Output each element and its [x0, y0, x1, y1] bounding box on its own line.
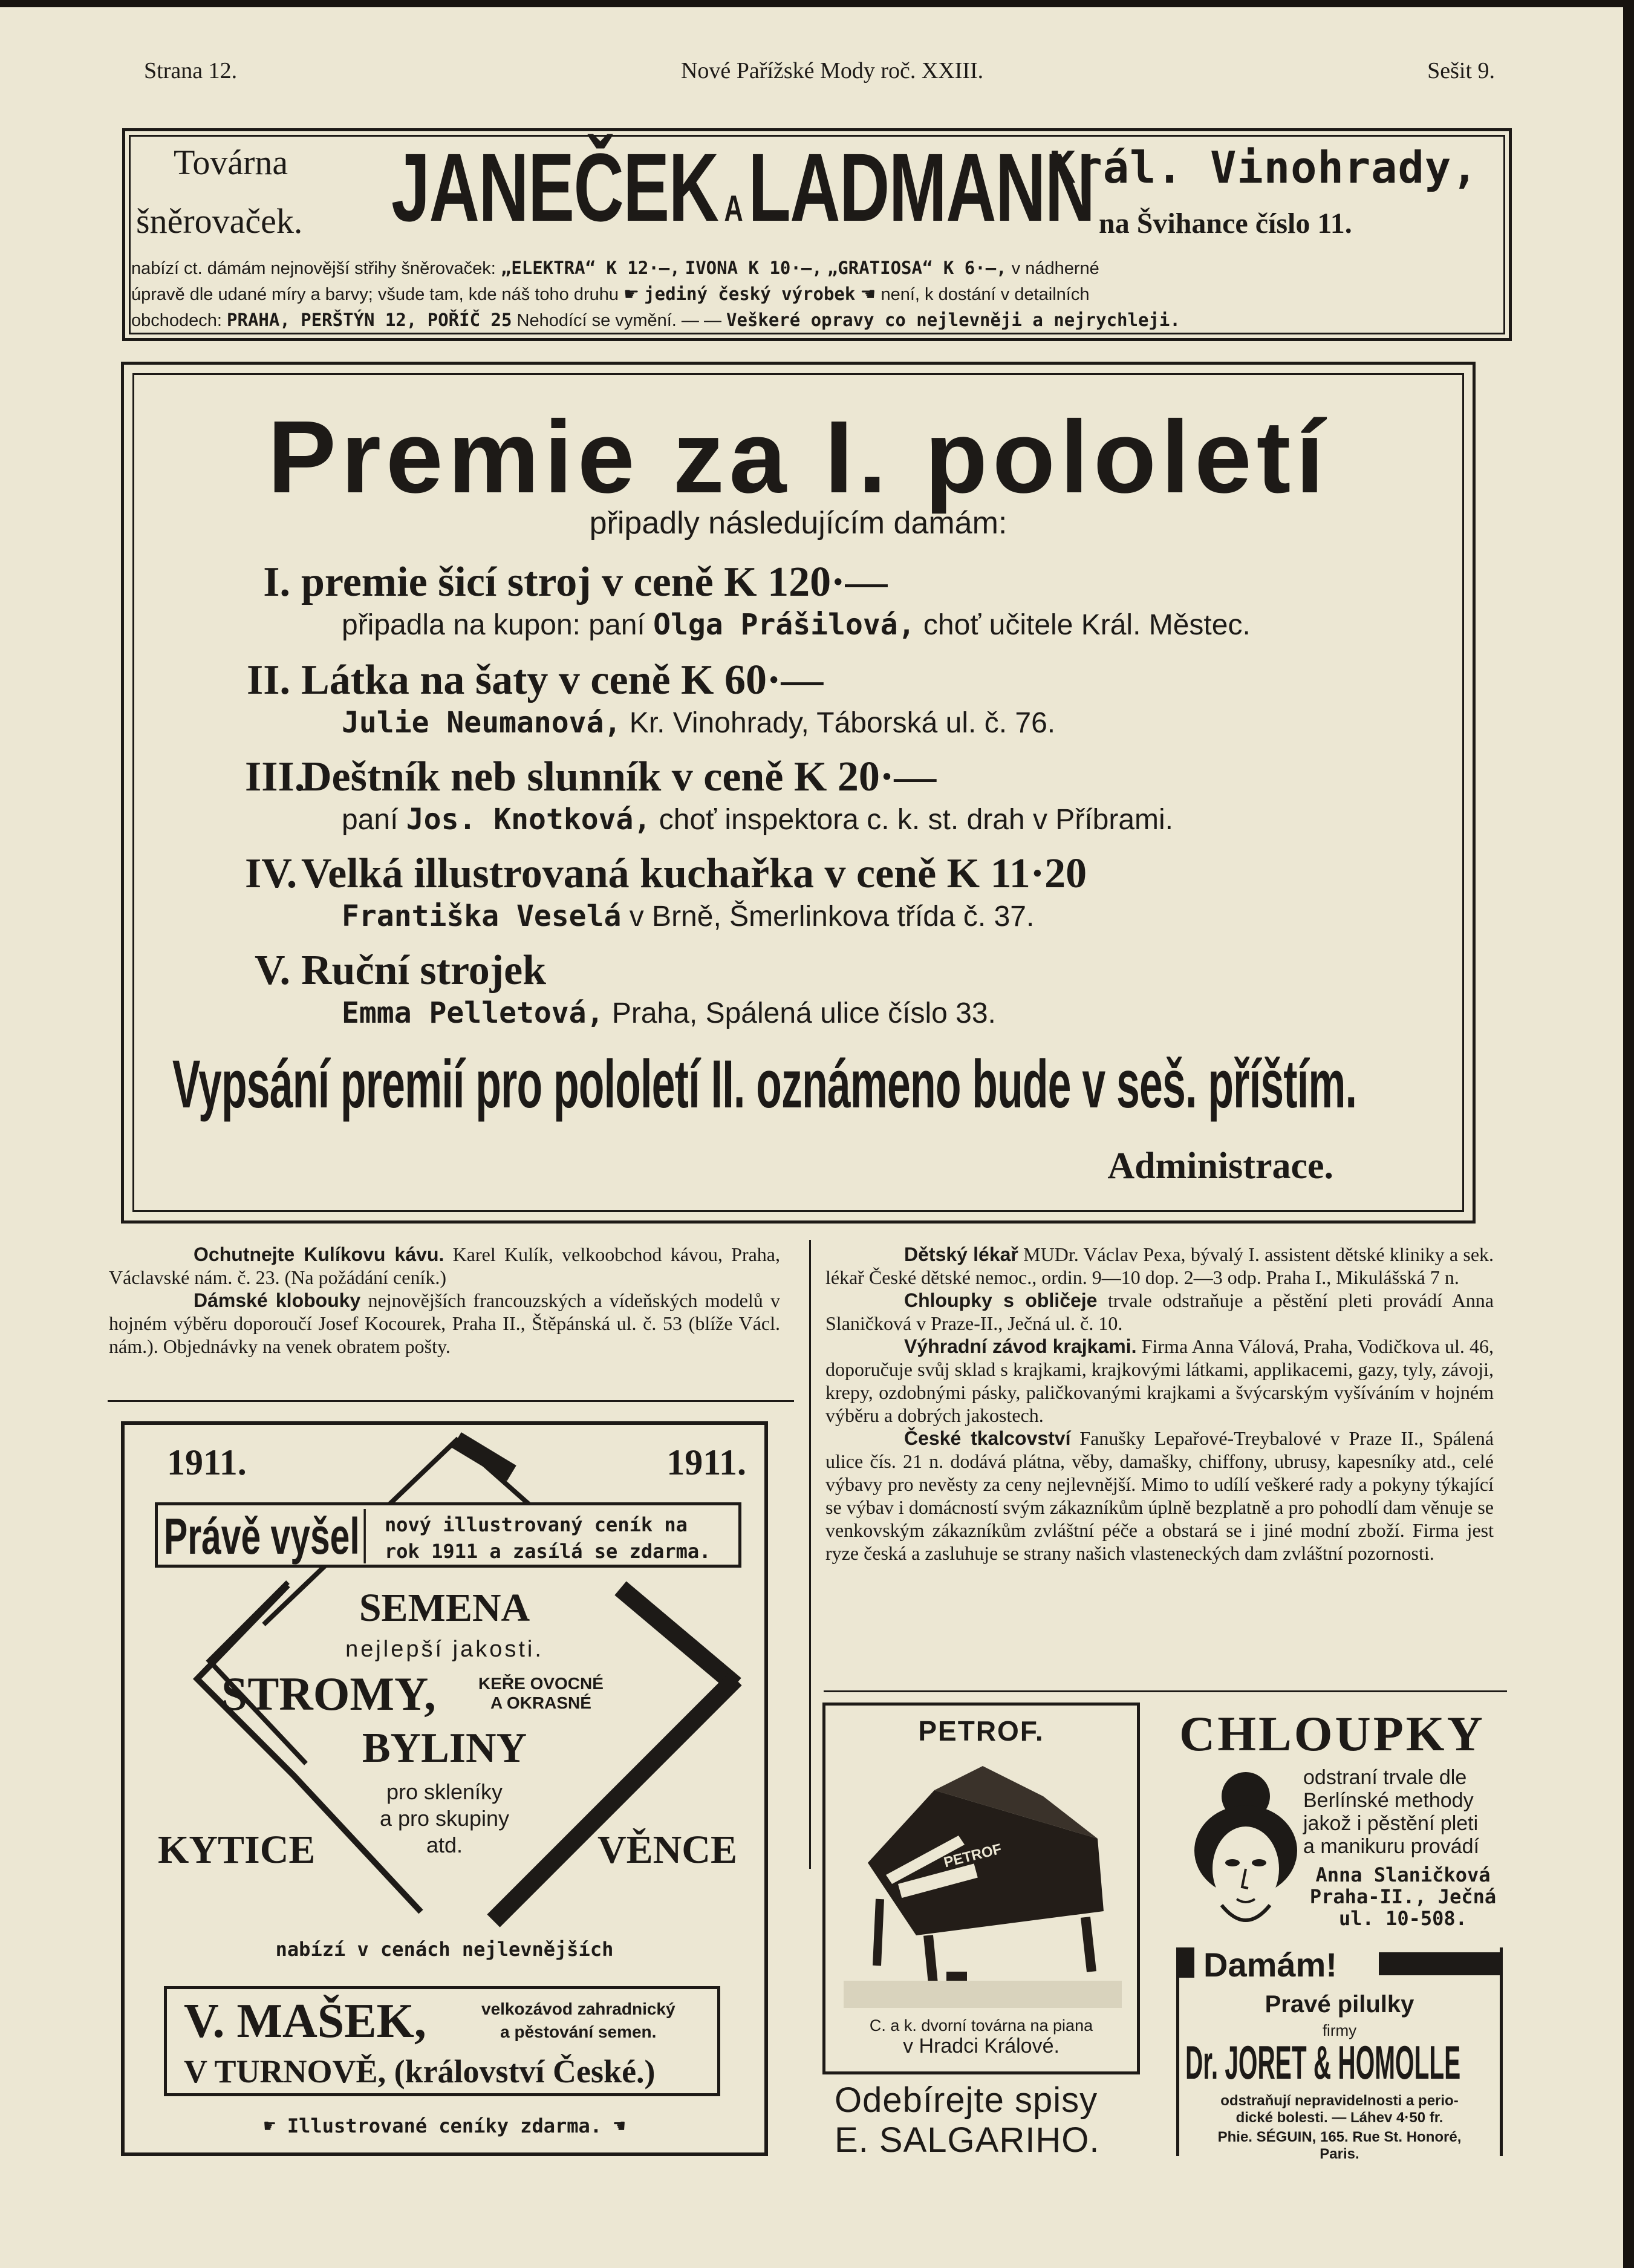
prize-list	[245, 558, 1442, 1043]
joret-description: odstraňují nepravidelnosti a perio- dické bolesti. — Láhev 4·50 fr.	[1220, 2093, 1459, 2126]
prize-item	[245, 656, 1442, 753]
woman-portrait-icon	[1185, 1766, 1306, 1929]
hats-notice: Dámské klobouky nejnovějších francouzských a vídeňských modelů v hojném výběru doporoučí Josef Kocourek, Praha II., Štěpánská ul. č. 53 (blíže Václ. nám.). Objednávky na venek obratem pošty.	[109, 1289, 780, 1357]
just-out-label: Právě vyšel	[164, 1509, 366, 1563]
pointing-hand-left-icon: ☚	[602, 2114, 625, 2137]
black-bar-right	[1379, 1952, 1503, 1975]
janecek-body	[131, 255, 1503, 333]
chloupky-title: CHLOUPKY	[1179, 1706, 1485, 1761]
coffee-notice: Ochutnejte Kulíkovu kávu. Karel Kulík, velkoobchod kávou, Praha, Václavské nám. č. 23. (Na požádání ceník.)	[109, 1243, 781, 1288]
trees-label: STROMY,	[221, 1667, 436, 1720]
premie-announcement-text: Vypsání premií pro pololetí II. oznámeno bude v seš. příštím.	[172, 1046, 1357, 1122]
issue-number: Sešit 9.	[1427, 58, 1495, 83]
premie-announcement	[121, 362, 1476, 1224]
joret-firm-label: firmy	[1322, 2021, 1357, 2039]
prize-item	[245, 753, 1442, 850]
prize-winner: připadla na kupon: paní Olga Prášilová, choť učitele Král. Městec.	[342, 608, 1251, 642]
prize-item	[245, 850, 1442, 947]
year-left: 1911.	[167, 1442, 247, 1482]
prize-title: IV.Velká illustrovaná kuchařka v ceně K 11·20	[245, 850, 1087, 897]
janecek-line-3: obchodech: PRAHA, PERŠTÝN 12, POŘÍČ 25 Nehodící se vymění. — — Veškeré opravy co nejlevněji a nejrychleji.	[131, 310, 1180, 330]
pointing-hand-icon: ☛	[264, 2114, 287, 2137]
janecek-line-1: nabízí ct. dámám nejnovější střihy šněrovaček: „ELEKTRA“ K 12·—, IVONA K 10·—, „GRATIOSA“ K 6·—, v nádherné	[131, 258, 1099, 278]
herbs-label: BYLINY	[362, 1725, 527, 1771]
joret-address: Phie. SÉGUIN, 165. Rue St. Honoré, Paris.	[1217, 2129, 1462, 2162]
magazine-title: Nové Pařížské Mody roč. XXIII.	[680, 58, 984, 83]
page-header	[144, 57, 1495, 94]
black-bar-left	[1176, 1947, 1194, 1978]
factory-label: Továrna	[174, 143, 288, 182]
petrof-caption: C. a k. dvorní továrna na piana v Hradci Králové.	[869, 2016, 1093, 2058]
masek-footer: ☛ Illustrované ceníky zdarma. ☚	[264, 2114, 625, 2137]
premie-title: Premie za I. pololetí	[267, 400, 1329, 515]
prize-title: II. Látka na šaty v ceně K 60·—	[247, 657, 824, 703]
joret-firm: Dr. JORET & HOMOLLE	[1185, 2036, 1461, 2089]
administration-signature: Administrace.	[1107, 1145, 1333, 1187]
left-divider	[108, 1400, 794, 1402]
piano-label: PETROF	[942, 1840, 1004, 1871]
masek-name-box	[164, 1986, 720, 2096]
purpose-label: pro skleníky a pro skupiny atd.	[379, 1779, 510, 1857]
page-number: Strana 12.	[144, 58, 238, 83]
prize-winner: paní Jos. Knotková, choť inspektora c. k. st. drah v Příbrami.	[342, 803, 1173, 836]
column-divider	[809, 1240, 811, 1869]
petrof-piano-ad	[822, 1703, 1140, 2074]
joret-pills: Pravé pilulky	[1265, 1991, 1414, 2018]
chloupky-address: Anna Slaničková Praha-II., Ječná ul. 10-508.	[1309, 1863, 1497, 1930]
street-label: na Švihance číslo 11.	[1099, 207, 1352, 240]
right-divider	[824, 1690, 1507, 1692]
janecek-line-2: úpravě dle udané míry a barvy; všude tam, kde náš toho druhu ☛ jediný český výrobek ☚ není, k dostání v detailních	[131, 284, 1090, 304]
grand-piano-illustration	[844, 1754, 1122, 2008]
offer-label: nabízí v cenách nejlevnějších	[275, 1938, 614, 1961]
joret-homolle-ad	[1176, 1946, 1503, 2162]
trees-note: KEŘE OVOCNÉ A OKRASNÉ	[478, 1674, 604, 1712]
chloupky-text: odstraní trvale dle Berlínské methody jakož i pěstění pleti a manikuru provádí	[1303, 1766, 1480, 1858]
just-out-banner	[155, 1502, 741, 1568]
seeds-label: SEMENA	[359, 1586, 530, 1630]
quality-label: nejlepší jakosti.	[345, 1637, 544, 1662]
janecek-ladmann-ad	[122, 128, 1512, 341]
pediatrician-notice: Dětský lékař MUDr. Václav Pexa, bývalý I. assistent dětské kliniky a sek. lékař České dětské nemoc., ordin. 9—10 dop. 2—3 odp. Praha I., Mikulášská 7 n.	[825, 1243, 1494, 1288]
joret-title: Damám!	[1203, 1946, 1337, 1984]
masek-name: V. MAŠEK,	[184, 1995, 426, 2048]
prize-title: V. Ruční strojek	[254, 947, 547, 994]
pointing-hand-icon: ☛	[623, 285, 640, 304]
catalog-note: nový illustrovaný ceník na rok 1911 a zasílá se zdarma.	[385, 1513, 711, 1563]
prize-title: I. premie šicí stroj v ceně K 120·—	[263, 559, 888, 605]
year-right: 1911.	[666, 1442, 746, 1482]
salgari-ad: Odebírejte spisy E. SALGARIHO.	[835, 2081, 1100, 2160]
left-notices	[109, 1243, 780, 1358]
prize-winner: Františka Veselá v Brně, Šmerlinkova třída č. 37.	[342, 899, 1035, 933]
prize-winner: Emma Pelletová, Praha, Spálená ulice číslo 33.	[342, 996, 996, 1030]
prize-winner: Julie Neumanová, Kr. Vinohrady, Táborská ul. č. 76.	[342, 706, 1056, 740]
masek-firm: velkozávod zahradnický a pěstování semen.	[481, 1999, 675, 2041]
right-notices	[825, 1243, 1494, 1565]
premie-subtitle: připadly následujícím damám:	[589, 506, 1007, 541]
brand-name: JANEČEK ALADMANN	[391, 133, 1095, 241]
facial-hair-notice: Chloupky s obličeje trvale odstraňuje a pěstění pleti provádí Anna Slaničková v Praze-II., Ječná ul. č. 10.	[825, 1289, 1494, 1334]
pointing-hand-left-icon: ☚	[860, 285, 876, 304]
petrof-brand: PETROF.	[918, 1715, 1044, 1747]
masek-town: V TURNOVĚ, (království České.)	[184, 2053, 656, 2090]
location-label: Král. Vinohrady,	[1049, 142, 1479, 193]
masek-seed-ad	[121, 1421, 768, 2156]
wreaths-label: VĚNCE	[597, 1828, 737, 1872]
chloupky-ad	[1161, 1706, 1512, 1929]
bouquets-label: KYTICE	[158, 1828, 316, 1872]
lace-notice: Výhradní závod krajkami. Firma Anna Válová, Praha, Vodičkova ul. 46, doporučuje svůj sklad s krajkami, krajkovými látkami, applikacemi, gazy, tyly, závoji, krepy, ozdobnými pásky, paličkovanými krajkami a švýcarským vyšíváním v hojném výběru a dobrých jakostech.	[825, 1335, 1494, 1426]
weaving-notice: České tkalcovství Fanušky Lepařové-Treybalové v Praze II., Spálená ulice čís. 21 n. dodává plátna, věby, damašky, chiffony, ubrusy, kapesníky atd., celé výbavy pro nevěsty za ceny nejlevnější. Mimo to udílí veškeré rady a pokyny týkající se výbav i domácností svým zákazníkům úplně bezplatně a pro pohodlí dam věnuje se venkovským zákazníkům zvláštní péče a obstará se i jiné modní zboží. Firma jest ryze česká a zasluhuje se strany našich vlasteneckých dam zvláštní pozornosti.	[825, 1427, 1494, 1564]
corset-label: šněrovaček.	[136, 201, 303, 241]
prize-item	[245, 947, 1442, 1043]
prize-title: III.Deštník neb slunník v ceně K 20·—	[245, 754, 937, 800]
prize-item	[245, 558, 1442, 656]
